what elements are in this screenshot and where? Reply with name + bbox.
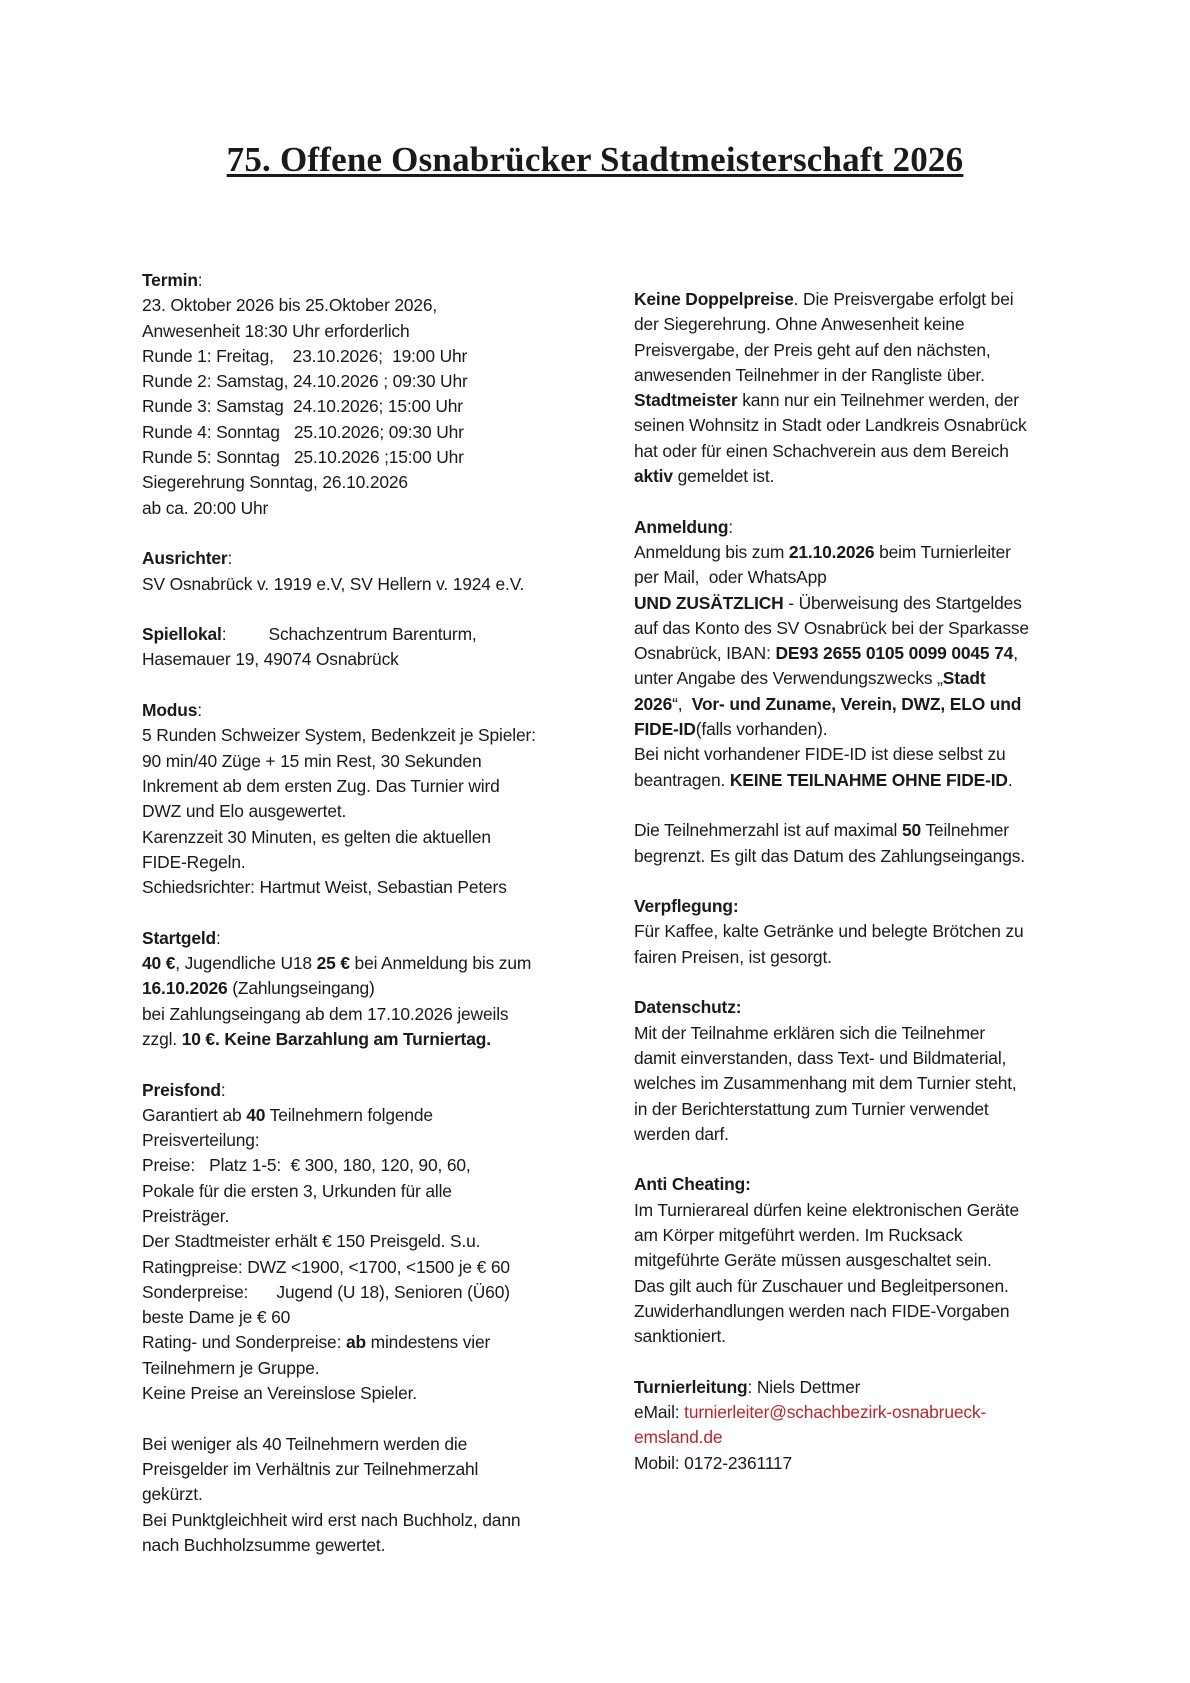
text: sanktioniert.	[634, 1326, 726, 1347]
text: Die Teilnehmerzahl ist auf maximal	[634, 820, 902, 841]
text-line	[142, 394, 592, 419]
bold-text: 21.10.2026	[788, 541, 875, 562]
text-line	[142, 1002, 592, 1027]
text: per Mail, oder WhatsApp	[634, 567, 827, 588]
bold-text: 2026	[634, 693, 673, 714]
text: bei Anmeldung bis zum	[349, 953, 532, 974]
text: beim Turnierleiter	[874, 541, 1011, 562]
text-line	[142, 1179, 592, 1204]
text: der Siegerehrung. Ohne Anwesenheit keine	[634, 314, 965, 335]
text: , Jugendliche U18	[175, 953, 317, 974]
section-ausrichter	[142, 546, 592, 597]
email-link[interactable]: turnierleiter@schachbezirk-osnabrueck-	[684, 1402, 987, 1423]
section-anti-cheating	[634, 1172, 1084, 1349]
bold-text: 50	[901, 820, 922, 841]
text: mitgeführte Geräte müssen ausgeschaltet sein.	[634, 1250, 992, 1271]
text: Runde 3: Samstag 24.10.2026; 15:00 Uhr	[142, 396, 463, 417]
text: gekürzt.	[142, 1484, 203, 1505]
bold-text: Termin	[142, 270, 198, 290]
text-line	[142, 319, 592, 344]
text-line	[142, 774, 592, 799]
text-line	[634, 768, 1084, 793]
text-line	[142, 1381, 592, 1406]
text-line	[142, 470, 592, 495]
text: (Zahlungseingang)	[227, 978, 375, 999]
text: Im Turnierareal dürfen keine elektronischen Geräte	[634, 1199, 1019, 1220]
text-line	[634, 591, 1084, 616]
bold-text: Stadtmeister	[634, 390, 738, 411]
text-line	[142, 1508, 592, 1533]
text-line	[634, 1071, 1084, 1096]
text: werden darf.	[634, 1123, 729, 1144]
section-termin	[142, 268, 592, 521]
text: Rating- und Sonderpreise:	[142, 1332, 346, 1353]
bold-text: Preisfond	[142, 1079, 221, 1100]
text: Bei nicht vorhandener FIDE-ID ist diese selbst zu	[634, 744, 1006, 765]
text: Hasemauer 19, 49074 Osnabrück	[142, 649, 399, 670]
text: Siegerehrung Sonntag, 26.10.2026	[142, 472, 408, 493]
text: Preisträger.	[142, 1205, 230, 1226]
text: Der Stadtmeister erhält € 150 Preisgeld. S.u.	[142, 1231, 481, 1252]
bold-text: Turnierleitung	[634, 1376, 748, 1397]
text: Runde 4: Sonntag 25.10.2026; 09:30 Uhr	[142, 421, 464, 442]
text: :	[197, 700, 202, 721]
right-column	[634, 287, 1084, 1501]
bold-text: UND ZUSÄTZLICH	[634, 592, 784, 613]
text-line	[634, 692, 1084, 717]
text: .	[1007, 769, 1013, 790]
text: Das gilt auch für Zuschauer und Begleitpersonen.	[634, 1275, 1009, 1296]
text: :	[227, 548, 233, 569]
text-line	[634, 388, 1084, 413]
text: beantragen.	[634, 769, 730, 790]
text-line	[142, 293, 592, 318]
text-line	[634, 1400, 1084, 1425]
text-line	[634, 1223, 1084, 1248]
section-datenschutz	[634, 995, 1084, 1147]
text: Karenzzeit 30 Minuten, es gelten die aktuellen	[142, 826, 491, 847]
text: unter Angabe des Verwendungszwecks „	[634, 668, 943, 689]
bold-text: Spiellokal	[142, 624, 222, 645]
text-line	[634, 666, 1084, 691]
text: Ratingpreise: DWZ <1900, <1700, <1500 je € 60	[142, 1256, 510, 1277]
text: auf das Konto des SV Osnabrück bei der Sparkasse	[634, 617, 1029, 638]
section-spiellokal	[142, 622, 592, 673]
text: hat oder für einen Schachverein aus dem Bereich	[634, 440, 1009, 461]
text-line	[634, 1046, 1084, 1071]
bold-text: Datenschutz:	[634, 997, 742, 1018]
bold-text: Verpflegung:	[634, 896, 739, 917]
section-startgeld	[142, 926, 592, 1052]
bold-text: 25 €	[316, 953, 350, 974]
text-line	[634, 717, 1084, 742]
text: Anmeldung bis zum	[634, 541, 789, 562]
text: : Niels Dettmer	[747, 1376, 861, 1397]
text-line	[142, 1128, 592, 1153]
text: Keine Preise an Vereinslose Spieler.	[142, 1383, 417, 1404]
text: 5 Runden Schweizer System, Bedenkzeit je Spieler:	[142, 725, 536, 746]
text-line	[634, 1021, 1084, 1046]
text-line	[142, 1330, 592, 1355]
bold-text: Modus	[142, 700, 198, 721]
text: “,	[672, 693, 692, 714]
text: :	[197, 270, 203, 290]
text-line	[634, 1451, 1084, 1476]
text-line	[634, 1248, 1084, 1273]
text-line	[142, 1533, 592, 1558]
text-line	[142, 1482, 592, 1507]
bold-text: aktiv	[634, 466, 673, 487]
bold-text: Stadt	[942, 668, 986, 689]
text: Anwesenheit 18:30 Uhr erforderlich	[142, 320, 410, 341]
text: SV Osnabrück v. 1919 e.V, SV Hellern v. 1924 e.V.	[142, 573, 525, 594]
bold-text: Vor- und Zuname, Verein, DWZ, ELO und	[691, 693, 1022, 714]
text: Garantiert ab	[142, 1104, 247, 1125]
section-heading-line	[634, 894, 1084, 919]
section-heading-line	[634, 515, 1084, 540]
bold-text: FIDE-ID	[634, 719, 696, 740]
text: ab ca. 20:00 Uhr	[142, 497, 269, 518]
text-line	[634, 565, 1084, 590]
text-line	[142, 749, 592, 774]
text-line	[142, 1027, 592, 1052]
text-line	[142, 799, 592, 824]
text-line	[634, 742, 1084, 767]
text: Sonderpreise: Jugend (U 18), Senioren (Ü60)	[142, 1281, 510, 1302]
text-line	[142, 1204, 592, 1229]
text-line	[634, 1198, 1084, 1223]
bold-text: 40 €	[142, 953, 176, 974]
text: Teilnehmern je Gruppe.	[142, 1357, 320, 1378]
text: Teilnehmer	[921, 820, 1009, 841]
text-line	[142, 1457, 592, 1482]
text-line	[142, 496, 592, 521]
text-line	[142, 850, 592, 875]
section-turnierleitung	[634, 1375, 1084, 1476]
section-anmeldung	[634, 515, 1084, 793]
section-heading-line	[634, 1172, 1084, 1197]
bold-text: ab	[345, 1332, 366, 1353]
text: 23. Oktober 2026 bis 25.Oktober 2026,	[142, 295, 438, 316]
text: begrenzt. Es gilt das Datum des Zahlungseingangs.	[634, 845, 1025, 866]
text: Preisgelder im Verhältnis zur Teilnehmerzahl	[142, 1458, 479, 1479]
text: beste Dame je € 60	[142, 1307, 291, 1328]
text-line	[142, 951, 592, 976]
section-teilnehmerzahl	[634, 818, 1084, 869]
text: Pokale für die ersten 3, Urkunden für alle	[142, 1180, 452, 1201]
bold-text: Startgeld	[142, 927, 217, 948]
text-line	[142, 647, 592, 672]
text-line	[142, 825, 592, 850]
section-heading-line	[142, 1078, 592, 1103]
text-line	[634, 338, 1084, 363]
section-heading-line	[634, 287, 1084, 312]
text-line	[142, 1305, 592, 1330]
text: Teilnehmern folgende	[265, 1104, 433, 1125]
section-heading-line	[634, 1375, 1084, 1400]
section-heading-line	[142, 698, 592, 723]
text: Runde 1: Freitag, 23.10.2026; 19:00 Uhr	[142, 345, 468, 366]
bold-text: Ausrichter	[142, 548, 228, 569]
bold-text: Keine Doppelpreise	[634, 289, 794, 309]
bold-text: Anti Cheating:	[634, 1174, 751, 1195]
text: eMail:	[634, 1402, 685, 1423]
text: Inkrement ab dem ersten Zug. Das Turnier wird	[142, 775, 500, 796]
text-line	[142, 420, 592, 445]
text: seinen Wohnsitz in Stadt oder Landkreis Osnabrück	[634, 415, 1027, 436]
text: mindestens vier	[365, 1332, 491, 1353]
text: . Die Preisvergabe erfolgt bei	[793, 289, 1014, 309]
text: 90 min/40 Züge + 15 min Rest, 30 Sekunden	[142, 750, 482, 771]
section-doppelpreise	[634, 287, 1084, 489]
bold-text: 10 €. Keine Barzahlung am Turniertag.	[181, 1028, 491, 1049]
text: kann nur ein Teilnehmer werden, der	[737, 390, 1019, 411]
page-title: 75. Offene Osnabrücker Stadtmeisterschaft 2026	[226, 140, 964, 179]
text-line	[634, 413, 1084, 438]
text: bei Zahlungseingang ab dem 17.10.2026 jeweils	[142, 1003, 509, 1024]
text-line	[634, 439, 1084, 464]
text: (falls vorhanden).	[695, 719, 828, 740]
text: in der Berichterstattung zum Turnier verwendet	[634, 1098, 989, 1119]
text: ,	[1013, 643, 1018, 664]
text: nach Buchholzsumme gewertet.	[142, 1534, 386, 1555]
text-line	[142, 344, 592, 369]
text-line	[634, 641, 1084, 666]
text-line	[634, 1299, 1084, 1324]
text-line	[142, 1255, 592, 1280]
text-line	[142, 1153, 592, 1178]
text: FIDE-Regeln.	[142, 851, 246, 872]
text-line	[634, 1274, 1084, 1299]
section-preisfond	[142, 1078, 592, 1407]
text-line	[142, 572, 592, 597]
section-modus	[142, 698, 592, 900]
text-line	[634, 919, 1084, 944]
text: :	[216, 927, 221, 948]
section-heading-line	[142, 1432, 592, 1457]
bold-text: 16.10.2026	[142, 978, 228, 999]
text: damit einverstanden, dass Text- und Bildmaterial,	[634, 1047, 1007, 1068]
text: Bei weniger als 40 Teilnehmern werden die	[142, 1433, 468, 1454]
text-line	[634, 464, 1084, 489]
text-line	[634, 1324, 1084, 1349]
text: anwesenden Teilnehmer in der Rangliste über.	[634, 364, 985, 385]
text-line	[634, 945, 1084, 970]
bold-text: KEINE TEILNAHME OHNE FIDE-ID	[729, 769, 1008, 790]
text: am Körper mitgeführt werden. Im Rucksack	[634, 1224, 963, 1245]
text: fairen Preisen, ist gesorgt.	[634, 946, 832, 967]
text-line	[634, 540, 1084, 565]
text: Bei Punktgleichheit wird erst nach Buchholz, dann	[142, 1509, 521, 1530]
text: Preisvergabe, der Preis geht auf den nächsten,	[634, 339, 991, 360]
text: Mobil: 0172-2361117	[634, 1452, 792, 1473]
section-heading-line	[634, 818, 1084, 843]
text-line	[142, 875, 592, 900]
text-line	[142, 1356, 592, 1381]
text-line	[142, 1229, 592, 1254]
text-line	[634, 1425, 1084, 1450]
text: gemeldet ist.	[672, 466, 775, 487]
text-line	[634, 1122, 1084, 1147]
text: Runde 2: Samstag, 24.10.2026 ; 09:30 Uhr	[142, 371, 468, 392]
text: welches im Zusammenhang mit dem Turnier steht,	[634, 1073, 1017, 1094]
section-verpflegung	[634, 894, 1084, 970]
bold-text: 40	[246, 1104, 266, 1125]
text: :	[220, 1079, 226, 1100]
text-line	[142, 1280, 592, 1305]
section-heading-line	[142, 926, 592, 951]
text: Mit der Teilnahme erklären sich die Teilnehmer	[634, 1022, 986, 1043]
text: Osnabrück, IBAN:	[634, 643, 776, 664]
text-line	[142, 369, 592, 394]
section-heading-line	[142, 622, 592, 647]
text-line	[142, 445, 592, 470]
text: Für Kaffee, kalte Getränke und belegte Brötchen zu	[634, 921, 1024, 942]
text: zzgl.	[142, 1028, 182, 1049]
bold-text: DE93 2655 0105 0099 0045 74	[775, 643, 1014, 664]
text: Preisverteilung:	[142, 1130, 260, 1151]
text-line	[634, 1097, 1084, 1122]
text: Zuwiderhandlungen werden nach FIDE-Vorgaben	[634, 1300, 1010, 1321]
section-kuerzung	[142, 1432, 592, 1558]
text-line	[634, 363, 1084, 388]
text: - Überweisung des Startgeldes	[783, 592, 1022, 613]
text: : Schachzentrum Barenturm,	[221, 624, 477, 645]
email-link[interactable]: emsland.de	[634, 1427, 723, 1448]
section-heading-line	[142, 268, 592, 293]
text-line	[634, 844, 1084, 869]
text: Runde 5: Sonntag 25.10.2026 ;15:00 Uhr	[142, 447, 464, 468]
section-heading-line	[634, 995, 1084, 1020]
text: Preise: Platz 1-5: € 300, 180, 120, 90, 60,	[142, 1155, 471, 1176]
text: Schiedsrichter: Hartmut Weist, Sebastian Peters	[142, 877, 507, 898]
text: :	[728, 516, 733, 537]
left-column	[142, 268, 592, 1583]
text: DWZ und Elo ausgewertet.	[142, 801, 347, 822]
text-line	[142, 723, 592, 748]
text-line	[142, 976, 592, 1001]
text-line	[142, 1103, 592, 1128]
text-line	[634, 616, 1084, 641]
text-line	[634, 312, 1084, 337]
section-heading-line	[142, 546, 592, 571]
bold-text: Anmeldung	[634, 516, 729, 537]
